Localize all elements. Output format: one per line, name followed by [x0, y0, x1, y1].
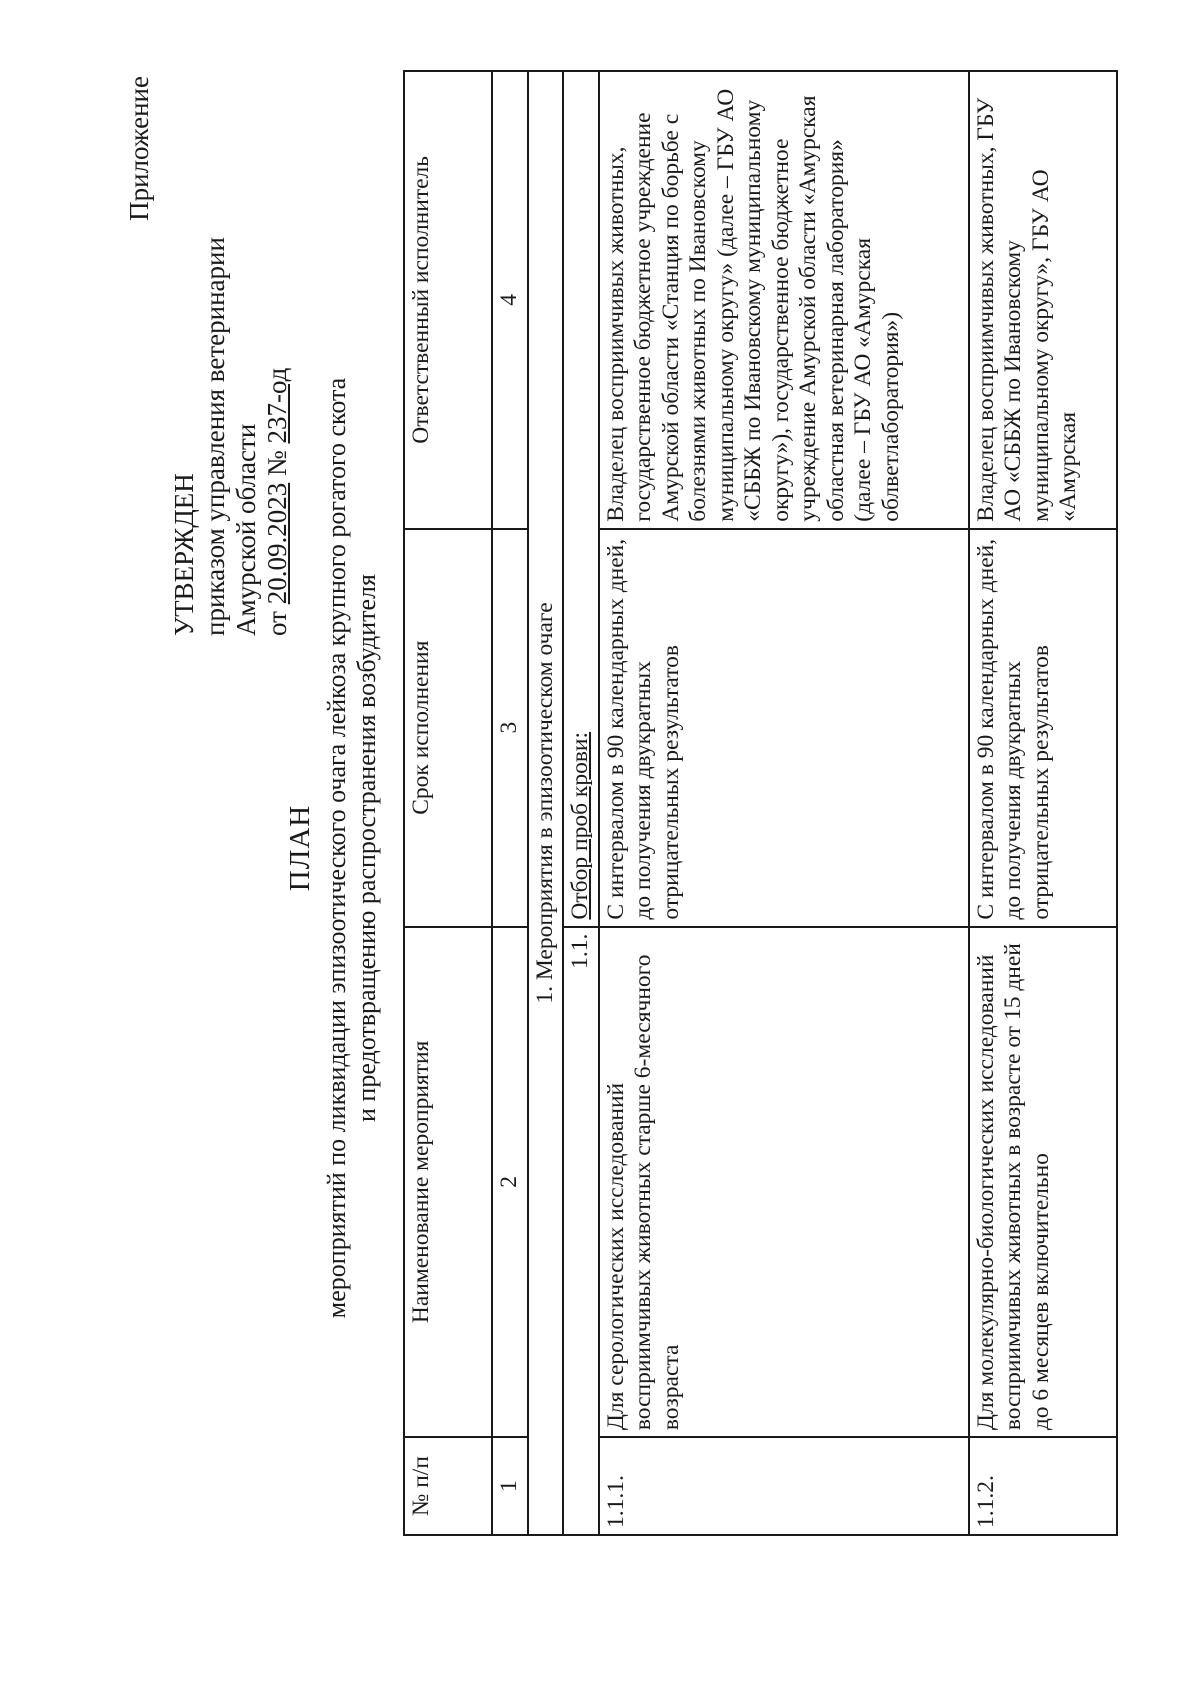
- annex-label: Приложение: [124, 76, 154, 221]
- row-executor: Владелец восприимчивых животных, государственное бюджетное учреждение Амурской области «Станция по борьбе с болезнями животных по Ивановскому муниципальному округу» (далее – ГБУ АО «СББЖ по Ивановскому муниципальному округу»), государственное бюджетное учреждение Амурской области «Амурская областная ветеринарная лаборатория» (далее – ГБУ АО «Амурская облветлаборатория»): [599, 71, 969, 529]
- subsection-number: 1.1.: [563, 927, 599, 1535]
- row-activity: Для молекулярно-биологических исследований восприимчивых животных в возрасте от 15 дней до 6 месяцев включительно: [969, 927, 1117, 1438]
- row-activity: Для серологических исследований восприимчивых животных старше 6-месячного возраста: [599, 927, 969, 1438]
- plan-table: [403, 70, 1118, 1536]
- column-number: 4: [492, 71, 528, 529]
- column-number-row: [492, 71, 528, 1535]
- header-number: № п/п: [404, 1437, 492, 1535]
- order-number: 237-од: [262, 367, 292, 444]
- number-prefix: №: [262, 443, 292, 483]
- plan-subtitle-line-2: и предотвращению распространения возбудителя: [352, 574, 381, 1122]
- section-row: [528, 71, 564, 1535]
- column-number: 3: [492, 529, 528, 927]
- subsection-row: [563, 71, 599, 1535]
- header-activity: Наименование мероприятия: [404, 927, 492, 1438]
- approved-label: УТВЕРЖДЕН: [169, 473, 199, 636]
- row-executor: Владелец восприимчивых животных, ГБУ АО «СББЖ по Ивановскому муниципальному округу», ГБУ АО «Амурская: [969, 71, 1117, 529]
- column-number: 1: [492, 1437, 528, 1535]
- table-header-row: [404, 71, 492, 1535]
- row-term: С интервалом в 90 календарных дней, до получения двукратных отрицательных результатов: [599, 529, 969, 927]
- header-executor: Ответственный исполнитель: [404, 71, 492, 529]
- table-row: [599, 71, 969, 1535]
- header-term: Срок исполнения: [404, 529, 492, 927]
- column-number: 2: [492, 927, 528, 1438]
- row-term: С интервалом в 90 календарных дней, до получения двукратных отрицательных результатов: [969, 529, 1117, 927]
- approval-region-line: Амурской области: [231, 423, 261, 636]
- table-row: [969, 71, 1117, 1535]
- approval-block: [124, 76, 293, 636]
- plan-title: ПЛАН: [284, 804, 316, 892]
- plan-subtitle-line-1: мероприятий по ликвидации эпизоотического очага лейкоза крупного рогатого скота: [322, 377, 351, 1319]
- date-prefix: от: [262, 604, 292, 636]
- approval-date: 20.09.2023: [262, 482, 292, 605]
- subsection-title: Отбор проб крови:: [563, 71, 599, 927]
- row-number: 1.1.2.: [969, 1437, 1117, 1535]
- plan-subtitle: [322, 0, 382, 1696]
- approval-authority-line: приказом управления ветеринарии: [200, 237, 230, 636]
- row-number: 1.1.1.: [599, 1437, 969, 1535]
- section-title: 1. Мероприятия в эпизоотическом очаге: [528, 71, 564, 1535]
